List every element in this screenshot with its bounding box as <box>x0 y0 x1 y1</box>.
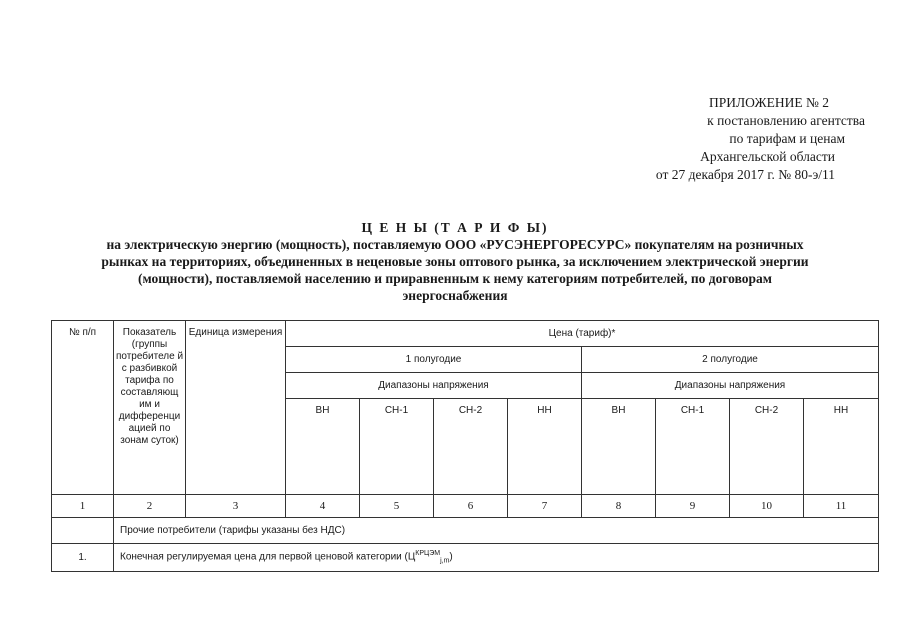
header-voltage: НН <box>508 399 582 495</box>
column-number: 3 <box>186 495 286 518</box>
tariffs-table <box>51 320 879 572</box>
row-label: Прочие потребители (тарифы указаны без НДС) <box>114 518 879 544</box>
title-heading: Ц Е Н Ы (Т А Р И Ф Ы) <box>361 220 549 235</box>
document-title <box>70 219 840 304</box>
header-voltage: НН <box>804 399 879 495</box>
table-row <box>52 544 879 572</box>
header-voltage: СН-2 <box>730 399 804 495</box>
title-line: на электрическую энергию (мощность), поставляемую ООО «РУСЭНЕРГОРЕСУРС» покупателям на розничных <box>106 237 804 252</box>
header-num: № п/п <box>52 321 114 495</box>
title-line: рынках на территориях, объединенных в неценовые зоны оптового рынка, за исключением электрической энергии <box>101 254 809 269</box>
header-voltage: СН-1 <box>656 399 730 495</box>
appendix-line: к постановлению агентства <box>707 113 865 128</box>
row-label <box>114 544 879 572</box>
title-line: (мощности), поставляемой населению и приравненным к нему категориям потребителей, по договорам <box>137 271 773 286</box>
header-price: Цена (тариф)* <box>286 321 879 347</box>
header-half2: 2 полугодие <box>582 347 879 373</box>
column-number: 10 <box>730 495 804 518</box>
header-ranges2: Диапазоны напряжения <box>582 373 879 399</box>
row-num: 1. <box>52 544 114 572</box>
column-numbers-row <box>52 495 879 518</box>
column-number: 9 <box>656 495 730 518</box>
header-voltage: ВН <box>582 399 656 495</box>
price-subscript: j,m <box>440 557 450 565</box>
column-number: 1 <box>52 495 114 518</box>
column-number: 8 <box>582 495 656 518</box>
header-voltage: СН-2 <box>434 399 508 495</box>
appendix-line: от 27 декабря 2017 г. № 80-э/11 <box>655 167 835 182</box>
column-number: 5 <box>360 495 434 518</box>
header-unit: Единица измерения <box>186 321 286 495</box>
row-label-suffix: ) <box>449 551 453 563</box>
column-number: 6 <box>434 495 508 518</box>
header-half1: 1 полугодие <box>286 347 582 373</box>
row-label-text: Конечная регулируемая цена для первой ценовой категории (Ц <box>120 551 416 563</box>
column-number: 2 <box>114 495 186 518</box>
appendix-header <box>656 94 865 184</box>
table-row <box>52 518 879 544</box>
header-indicator: Показатель (группы потребителе й с разбивкой тарифа по составляющ им и дифференци ацией по зонам суток) <box>114 321 186 495</box>
appendix-number: ПРИЛОЖЕНИЕ № 2 <box>708 95 829 110</box>
column-number: 11 <box>804 495 879 518</box>
title-line: энергоснабжения <box>402 288 508 303</box>
column-number: 4 <box>286 495 360 518</box>
header-ranges1: Диапазоны напряжения <box>286 373 582 399</box>
appendix-line: Архангельской области <box>700 149 835 164</box>
header-voltage: ВН <box>286 399 360 495</box>
appendix-line: по тарифам и ценам <box>729 131 845 146</box>
header-voltage: СН-1 <box>360 399 434 495</box>
price-superscript: КРЦЭМ <box>415 550 441 558</box>
column-number: 7 <box>508 495 582 518</box>
row-num <box>52 518 114 544</box>
